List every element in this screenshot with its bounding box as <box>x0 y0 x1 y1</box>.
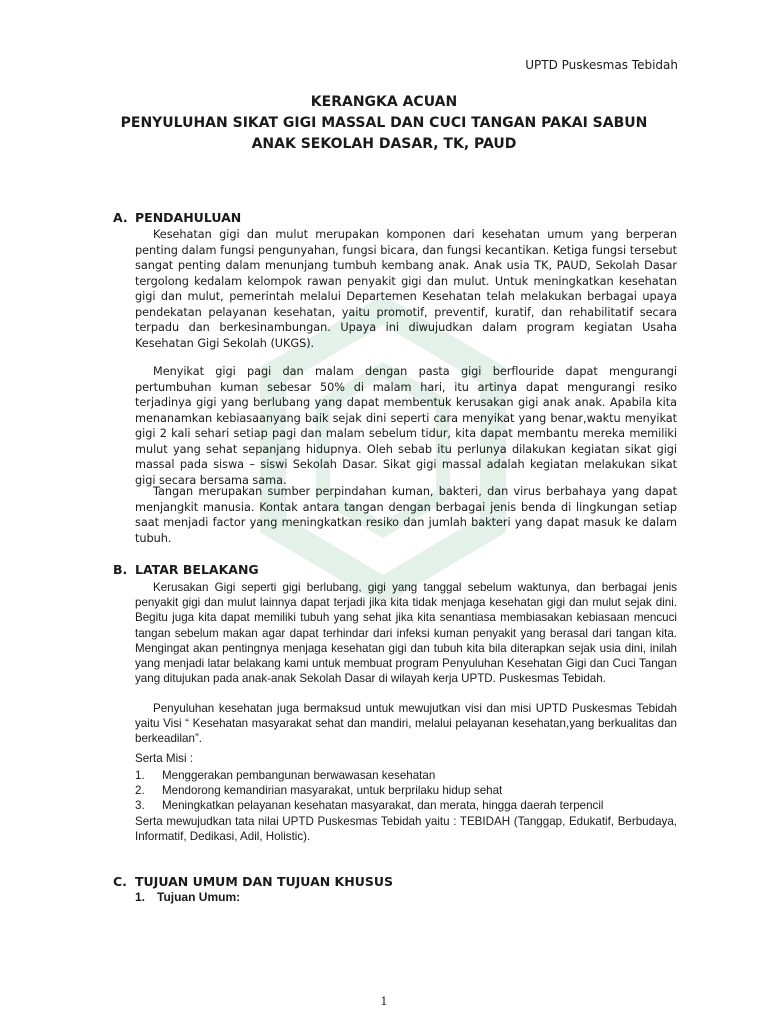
misi-item-number: 3. <box>135 799 145 812</box>
misi-item-text: Mendorong kemandirian masyarakat, untuk berprilaku hidup sehat <box>162 784 503 797</box>
section-b-paragraph-1: Kerusakan Gigi seperti gigi berlubang, gigi yang tanggal sebelum waktunya, dan berbagai jenis penyakit gigi dan mulut lainnya dapat terjadi jika kita tidak menjaga kesehatan gigi dan mulut sejak dini. Begitu juga kita dapat memiliki tubuh yang sehat jika kita senantiasa membiasakan kebiasaan mencuci tangan sebelum makan agar dapat terhindar dari infeksi kuman penyakit yang berasal dari tangan kita. Mengingat akan pentingnya menjaga kesehatan gigi dan tubuh kita bila diterapkan sejak usia dini, inilah yang menjadi latar belakang kami untuk membuat program Penyuluhan Kesehatan Gigi dan Cuci Tangan yang ditujukan pada anak-anak Sekolah Dasar di wilayah kerja UPTD. Puskesmas Tebidah. <box>135 581 677 686</box>
section-a-heading <box>113 210 241 225</box>
misi-item-number: 1. <box>135 769 145 782</box>
tujuan-umum-number: 1. <box>135 890 146 904</box>
section-a-paragraph-3: Tangan merupakan sumber perpindahan kuman, bakteri, dan virus berbahaya yang dapat menjangkit manusia. Kontak antara tangan dengan berbagai jenis benda di lingkungan setiap saat menjadi factor yang meningkatkan resiko dan jumlah bakteri yang dapat masuk ke dalam tubuh. <box>135 485 677 545</box>
misi-item-number: 2. <box>135 784 145 797</box>
document-title <box>0 92 768 155</box>
section-b-paragraph-2: Penyuluhan kesehatan juga bermaksud untuk mewujutkan visi dan misi UPTD Puskesmas Tebidah yaitu Visi “ Kesehatan masyarakat sehat dan mandiri, melalui pelayanan kesehatan,yang berkualitas dan berkeadilan”. <box>135 702 677 746</box>
title-line-2: PENYULUHAN SIKAT GIGI MASSAL DAN CUCI TANGAN PAKAI SABUN <box>120 115 648 131</box>
tujuan-umum-label: Tujuan Umum: <box>157 890 241 904</box>
section-b-letter: B. <box>113 562 128 577</box>
section-b-paragraph-3: Serta mewujudkan tata nilai UPTD Puskesmas Tebidah yaitu : TEBIDAH (Tanggap, Edukatif, Berbudaya, Informatif, Dedikasi, Adil, Holistic). <box>135 815 677 844</box>
misi-item <box>135 798 677 813</box>
misi-list <box>135 768 677 813</box>
misi-item <box>135 768 677 783</box>
title-line-1: KERANGKA ACUAN <box>310 94 458 110</box>
misi-item <box>135 783 677 798</box>
misi-item-text: Meningkatkan pelayanan kesehatan masyarakat, dan merata, hingga daerah terpencil <box>162 799 604 812</box>
section-a-paragraph-1: Kesehatan gigi dan mulut merupakan komponen dari kesehatan umum yang berperan penting dalam fungsi pengunyahan, fungsi bicara, dan fungsi kecantikan. Ketiga fungsi tersebut sangat penting dalam menunjang tumbuh kembang anak. Anak usia TK, PAUD, Sekolah Dasar tergolong kedalam kelompok rawan penyakit gigi dan mulut. Untuk meningkatkan kesehatan gigi dan mulut, pemerintah melalui Departemen Kesehatan telah melakukan berbagai upaya pendekatan pelayanan kesehatan, yaitu promotif, preventif, kuratif, dan rehabilitatif secara terpadu dan berkesinambungan. Upaya ini diwujudkan dalam program kegiatan Usaha Kesehatan Gigi Sekolah (UKGS). <box>135 228 677 350</box>
page-number: 1 <box>380 995 388 1008</box>
section-c-heading <box>113 874 393 889</box>
section-c-letter: C. <box>113 874 127 889</box>
section-a-letter: A. <box>113 210 128 225</box>
header-institution: UPTD Puskesmas Tebidah <box>525 58 678 72</box>
section-c-title: TUJUAN UMUM DAN TUJUAN KHUSUS <box>135 874 394 889</box>
section-b-title: LATAR BELAKANG <box>135 562 259 577</box>
section-b-heading <box>113 562 259 577</box>
misi-item-text: Menggerakan pembangunan berwawasan kesehatan <box>162 769 436 782</box>
section-a-paragraph-2: Menyikat gigi pagi dan malam dengan pasta gigi berflouride dapat mengurangi pertumbuhan kuman sebesar 50% di malam hari, itu artinya dapat mengurangi resiko terjadinya gigi yang berlubang yang dapat membentuk kerusakan gigi anak anak. Apabila kita menanamkan kebiasaanyang baik sejak dini seperti cara menyikat yang benar,waktu menyikat gigi 2 kali sehari setiap pagi dan malam sebelum tidur, kita dapat membantu mereka memiliki mulut yang sehat sepanjang hidupnya. Oleh sebab itu perlunya dilakukan kegiatan sikat gigi massal pada siswa – siswi Sekolah Dasar. Sikat gigi massal adalah kegiatan melakukan sikat gigi secara bersama sama. <box>135 365 677 487</box>
misi-label: Serta Misi : <box>135 752 193 765</box>
title-line-3: ANAK SEKOLAH DASAR, TK, PAUD <box>251 136 517 152</box>
section-a-title: PENDAHULUAN <box>135 210 242 225</box>
tujuan-umum-heading <box>135 890 240 904</box>
